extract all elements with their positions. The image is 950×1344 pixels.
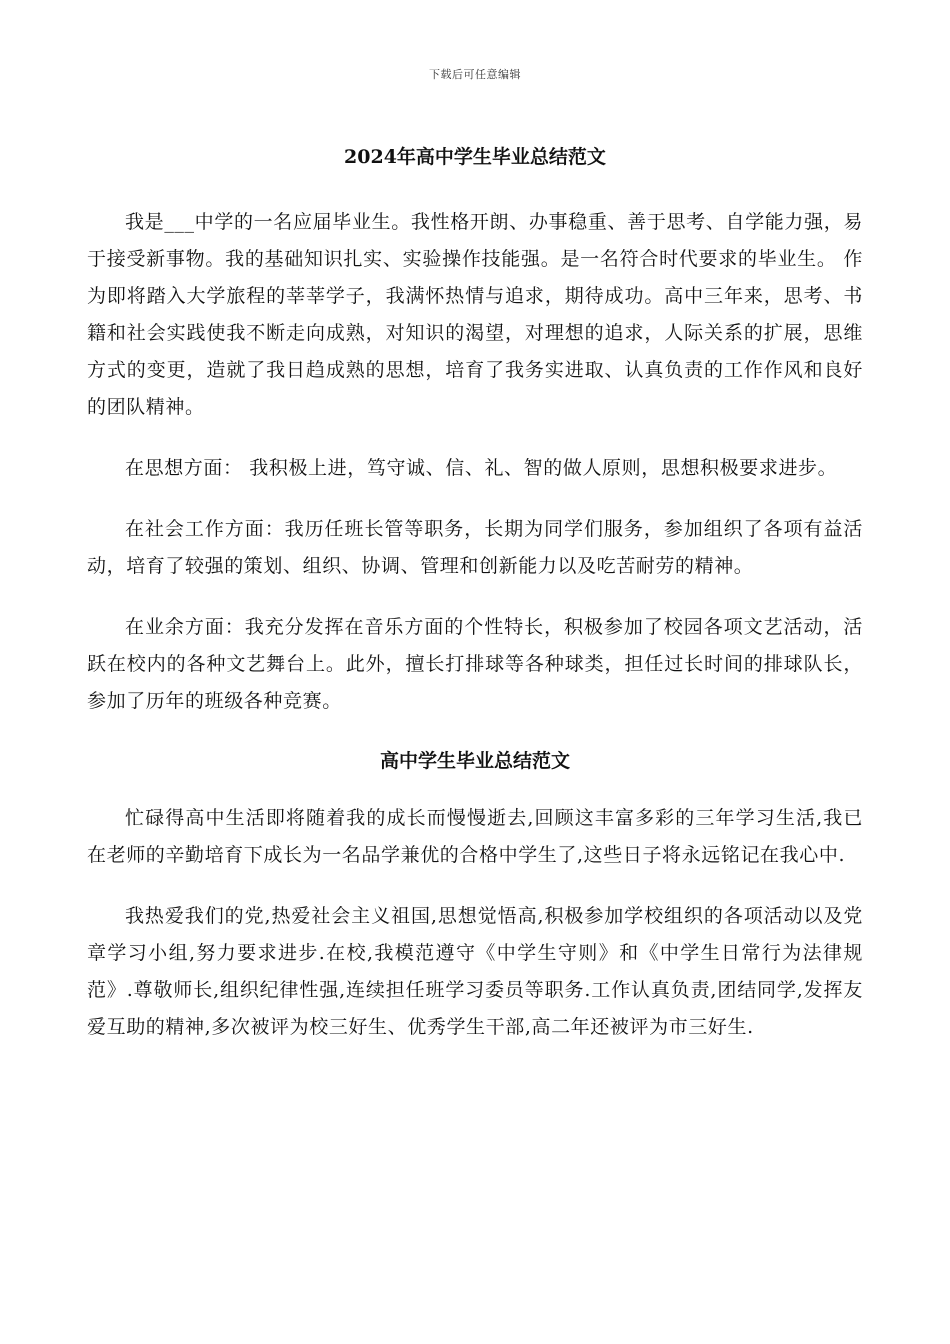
paragraph: 在社会工作方面：我历任班长管等职务，长期为同学们服务，参加组织了各项有益活动，培育了较强的策划、组织、协调、管理和创新能力以及吃苦耐劳的精神。 — [87, 518, 863, 577]
section-title-2: 高中学生毕业总结范文 — [379, 750, 570, 772]
paragraph: 我热爱我们的党,热爱社会主义祖国,思想觉悟高,积极参加学校组织的各项活动以及党章学习小组,努力要求进步.在校,我模范遵守《中学生守则》和《中学生日常行为法律规范》.尊敬师长,组织纪律性强,连续担任班学习委员等职务.工作认真负责,团结同学,发挥友爱互助的精神,多次被评为校三好生、优秀学生干部,高二年还被评为市三好生. — [87, 905, 863, 1038]
paragraph: 在业余方面：我充分发挥在音乐方面的个性特长，积极参加了校园各项文艺活动，活跃在校内的各种文艺舞台上。此外，擅长打排球等各种球类，担任过长时间的排球队长，参加了历年的班级各种竞赛。 — [87, 616, 863, 712]
header-note: 下载后可任意编辑 — [429, 68, 521, 81]
paragraph: 我是___中学的一名应届毕业生。我性格开朗、办事稳重、善于思考、自学能力强，易于接受新事物。我的基础知识扎实、实验操作技能强。是一名符合时代要求的毕业生。 作为即将踏入大学旅程的莘莘学子，我满怀热情与追求，期待成功。高中三年来，思考、书籍和社会实践使我不断走向成熟，对知识的渴望，对理想的追求，人际关系的扩展，思维方式的变更，造就了我日趋成熟的思想，培育了我务实进取、认真负责的工作作风和良好的团队精神。 — [87, 211, 863, 418]
document-content — [87, 140, 863, 1070]
section-title-1: 2024年高中学生毕业总结范文 — [344, 146, 606, 168]
paragraph: 在思想方面： 我积极上进，笃守诚、信、礼、智的做人原则，思想积极要求进步。 — [125, 457, 838, 479]
paragraph: 忙碌得高中生活即将随着我的成长而慢慢逝去,回顾这丰富多彩的三年学习生活,我已在老师的辛勤培育下成长为一名品学兼优的合格中学生了,这些日子将永远铭记在我心中. — [87, 807, 863, 866]
